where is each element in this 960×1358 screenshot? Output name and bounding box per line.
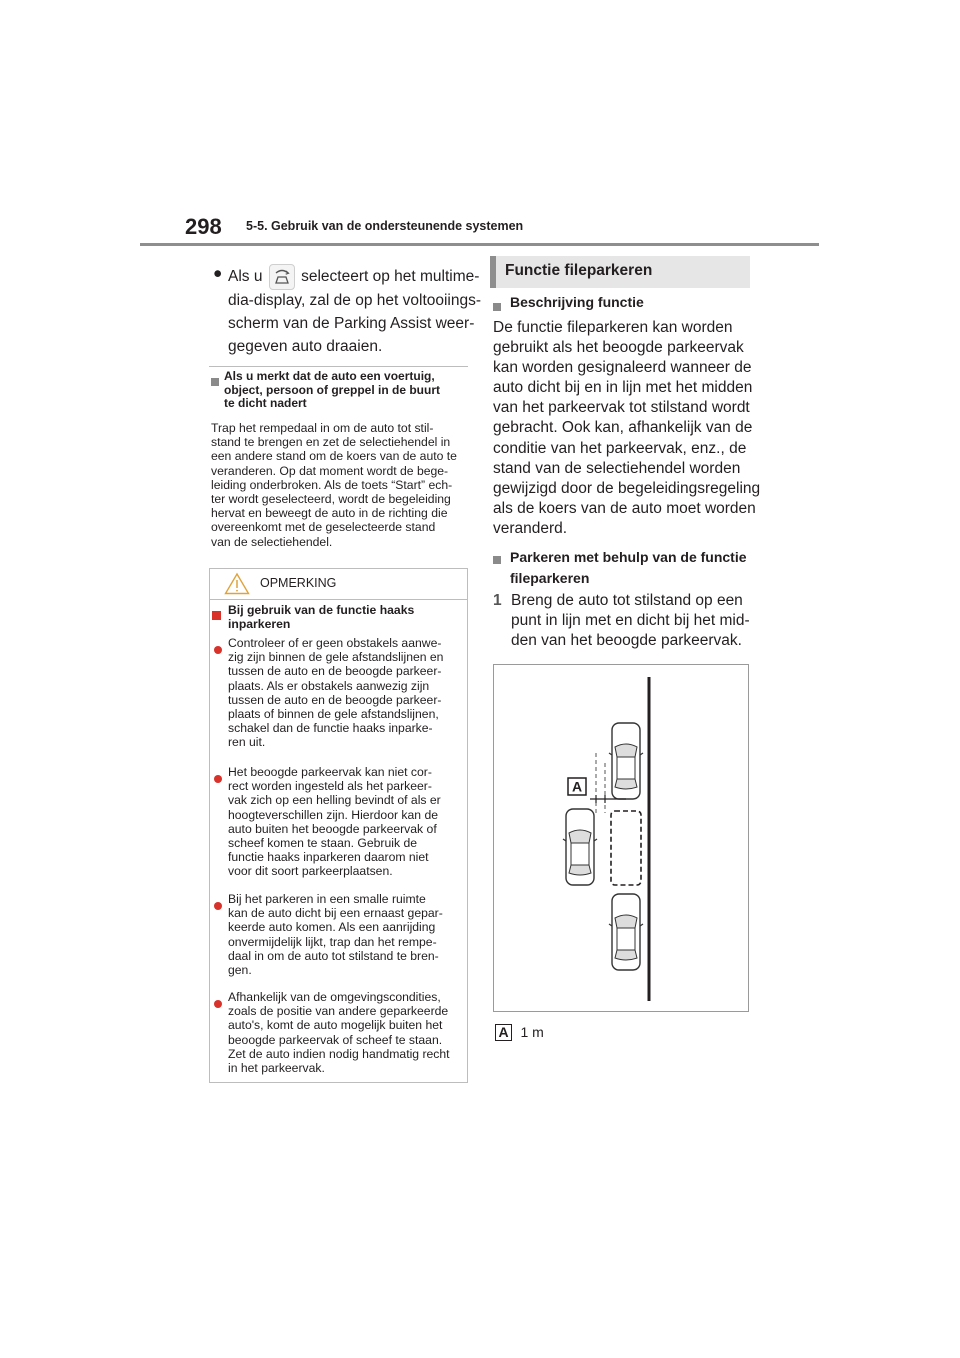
- notice-line: zig zijn binnen de gele afstandslijnen en: [228, 650, 444, 665]
- notice-line: vak zich op een helling bevindt of als er: [228, 793, 441, 808]
- section-heading: [490, 256, 750, 288]
- intro-line4: gegeven auto draaien.: [228, 338, 383, 355]
- notice-line: Bij het parkeren in een smalle ruimte: [228, 892, 426, 906]
- sub2-title: [510, 547, 747, 588]
- info-body-line: hervat en beweegt de auto in de richting die: [211, 506, 448, 521]
- info-body-line: een andere stand om de koers van de auto te: [211, 449, 457, 464]
- notice-line: Het beoogde parkeervak kan niet cor-: [228, 765, 432, 779]
- notice-item: [228, 636, 443, 750]
- own-car: [563, 809, 597, 885]
- notice-line: hoogteverschillen zijn. Hierdoor kan de: [228, 807, 439, 822]
- step-line: Breng de auto tot stilstand op een: [511, 592, 743, 609]
- parked-car-front: [609, 723, 643, 799]
- notice-line: plaats. Als er obstakels aanwezig zijn: [228, 678, 430, 693]
- sub2-square: [493, 551, 501, 569]
- notice-line: Afhankelijk van de omgevingscondities,: [228, 990, 441, 1004]
- notice-item: [228, 765, 441, 879]
- description-paragraph: [493, 318, 760, 539]
- para-line: van het parkeervak tot stilstand wordt: [493, 399, 750, 417]
- notice-line: daal in om de auto tot stilstand te bren-: [228, 948, 439, 963]
- notice-line: beoogde parkeervak of scheef te staan.: [228, 1032, 443, 1047]
- notice-line: rect worden ingesteld als het parkeer-: [228, 779, 432, 794]
- notice-subtitle-line: Bij gebruik van de functie haaks: [228, 603, 415, 617]
- notice-line: in het parkeervak.: [228, 1061, 325, 1076]
- notice-line: ren uit.: [228, 735, 266, 750]
- section-title: 5-5. Gebruik van de ondersteunende systemen: [246, 219, 524, 233]
- warning-icon: [224, 572, 250, 595]
- step-line: den van het beoogde parkeervak.: [511, 632, 742, 650]
- notice-subtitle-line: inparkeren: [228, 617, 291, 631]
- intro-line2: dia-display, zal de op het voltooiings-: [228, 292, 482, 309]
- para-line: gebracht. Ook kan, afhankelijk van de: [493, 419, 753, 437]
- info-divider: [209, 366, 468, 367]
- notice-line: onvermijdelijk lijkt, trap dan het rempe-: [228, 934, 437, 949]
- sub1-title: Beschrijving functie: [510, 294, 644, 310]
- notice-item: [228, 990, 450, 1075]
- notice-line: Controleer of er geen obstakels aanwe-: [228, 636, 442, 650]
- notice-bullet: [214, 641, 222, 659]
- notice-bullet: [214, 770, 222, 788]
- notice-line: auto's, komt de auto mogelijk buiten het: [228, 1018, 443, 1033]
- notice-line: zoals de positie van andere geparkeerde: [228, 1004, 449, 1019]
- notice-line: scheef komen te staan. Gebruik de: [228, 836, 418, 851]
- figure-legend: [495, 1024, 544, 1042]
- para-line: stand van de selectiehendel worden: [493, 459, 741, 477]
- notice-title: OPMERKING: [260, 576, 337, 590]
- parked-car-rear: [609, 894, 643, 970]
- legend-label: A: [495, 1024, 512, 1041]
- step-text: [511, 591, 750, 651]
- notice-line: Zet de auto indien nodig handmatig recht: [228, 1046, 450, 1061]
- intro-bullet-dot: ●: [213, 265, 223, 282]
- para-line: gebruikt als het beoogde parkeervak: [493, 339, 744, 357]
- notice-line: auto buiten het beoogde parkeervak of: [228, 821, 437, 836]
- car-turn-icon: [269, 264, 295, 290]
- notice-line: schakel dan de functie haaks inparke-: [228, 721, 433, 736]
- info-body-line: stand te brengen en zet de selectiehendel in: [211, 435, 451, 450]
- sub2-line: Parkeren met behulp van de functie: [510, 549, 747, 565]
- notice-line: keerde auto komen. Als een aanrijding: [228, 920, 436, 935]
- target-parking-space: [611, 811, 641, 885]
- info-title-line: Als u merkt dat de auto een voertuig,: [224, 369, 435, 383]
- header-rule: [140, 243, 819, 246]
- info-body-line: van de selectiehendel.: [211, 534, 333, 549]
- para-line: conditie van het parkeervak, enz., de: [493, 439, 747, 457]
- para-line: auto dicht bij en in lijn met het midden: [493, 379, 753, 397]
- page-number: 298: [185, 214, 222, 239]
- notice-header: [210, 569, 467, 600]
- info-body-line: leiding onderbroken. Als de toets “Start” ech-: [211, 477, 453, 492]
- info-body-line: Trap het rempedaal in om de auto tot stil-: [211, 421, 434, 435]
- step-line: punt in lijn met en dicht bij het mid-: [511, 612, 750, 630]
- parking-diagram: [494, 665, 748, 1011]
- sub1-square: [493, 298, 501, 316]
- info-body: [211, 421, 457, 549]
- parking-figure: [493, 664, 749, 1012]
- notice-line: functie haaks inparkeren daarom niet: [228, 850, 429, 865]
- para-line: veranderd.: [493, 519, 568, 537]
- notice-line: plaats of binnen de gele afstandslijnen,: [228, 707, 439, 722]
- notice-square: [212, 607, 221, 625]
- info-square: [211, 373, 219, 391]
- notice-bullet: [214, 897, 222, 915]
- sub2-line: fileparkeren: [510, 569, 590, 586]
- notice-line: kan de auto dicht bij een ernaast gepar-: [228, 906, 443, 921]
- heading-text: Functie fileparkeren: [505, 262, 653, 279]
- info-title-line: te dicht nadert: [224, 396, 307, 410]
- para-line: als de koers van de auto moet worden: [493, 499, 756, 517]
- notice-bullet: [214, 995, 222, 1013]
- info-body-line: ter wordt geselecteerd, wordt de begeleiding: [211, 492, 451, 507]
- info-body-line: overeenkomt met de geselecteerde stand: [211, 520, 436, 535]
- intro-line3: scherm van de Parking Assist weer-: [228, 315, 475, 332]
- legend-text: 1 m: [520, 1024, 544, 1040]
- para-line: De functie fileparkeren kan worden: [493, 319, 733, 336]
- notice-line: voor dit soort parkeerplaatsen.: [228, 864, 393, 879]
- figure-label: A: [571, 778, 583, 795]
- intro-part1: Als u: [228, 268, 263, 286]
- para-line: kan worden gesignaleerd wanneer de: [493, 359, 752, 377]
- para-line: gewijzigd door de begeleidingsregeling: [493, 479, 761, 497]
- intro-bullet: [228, 264, 482, 360]
- info-title-line: object, persoon of greppel in de buurt: [224, 382, 441, 397]
- heading-stripe: [490, 256, 496, 288]
- intro-part2: selecteert op het multime-: [301, 268, 480, 286]
- notice-subtitle: [228, 603, 414, 631]
- notice-item: [228, 892, 443, 977]
- notice-line: tussen de auto en de beoogde parkeer-: [228, 664, 442, 679]
- notice-line: tussen de auto en de beoogde parkeer-: [228, 692, 442, 707]
- info-body-line: veranderen. Op dat moment wordt de bege-: [211, 463, 449, 478]
- info-title: [224, 370, 440, 411]
- step-number: 1: [493, 592, 502, 609]
- notice-line: gen.: [228, 963, 252, 978]
